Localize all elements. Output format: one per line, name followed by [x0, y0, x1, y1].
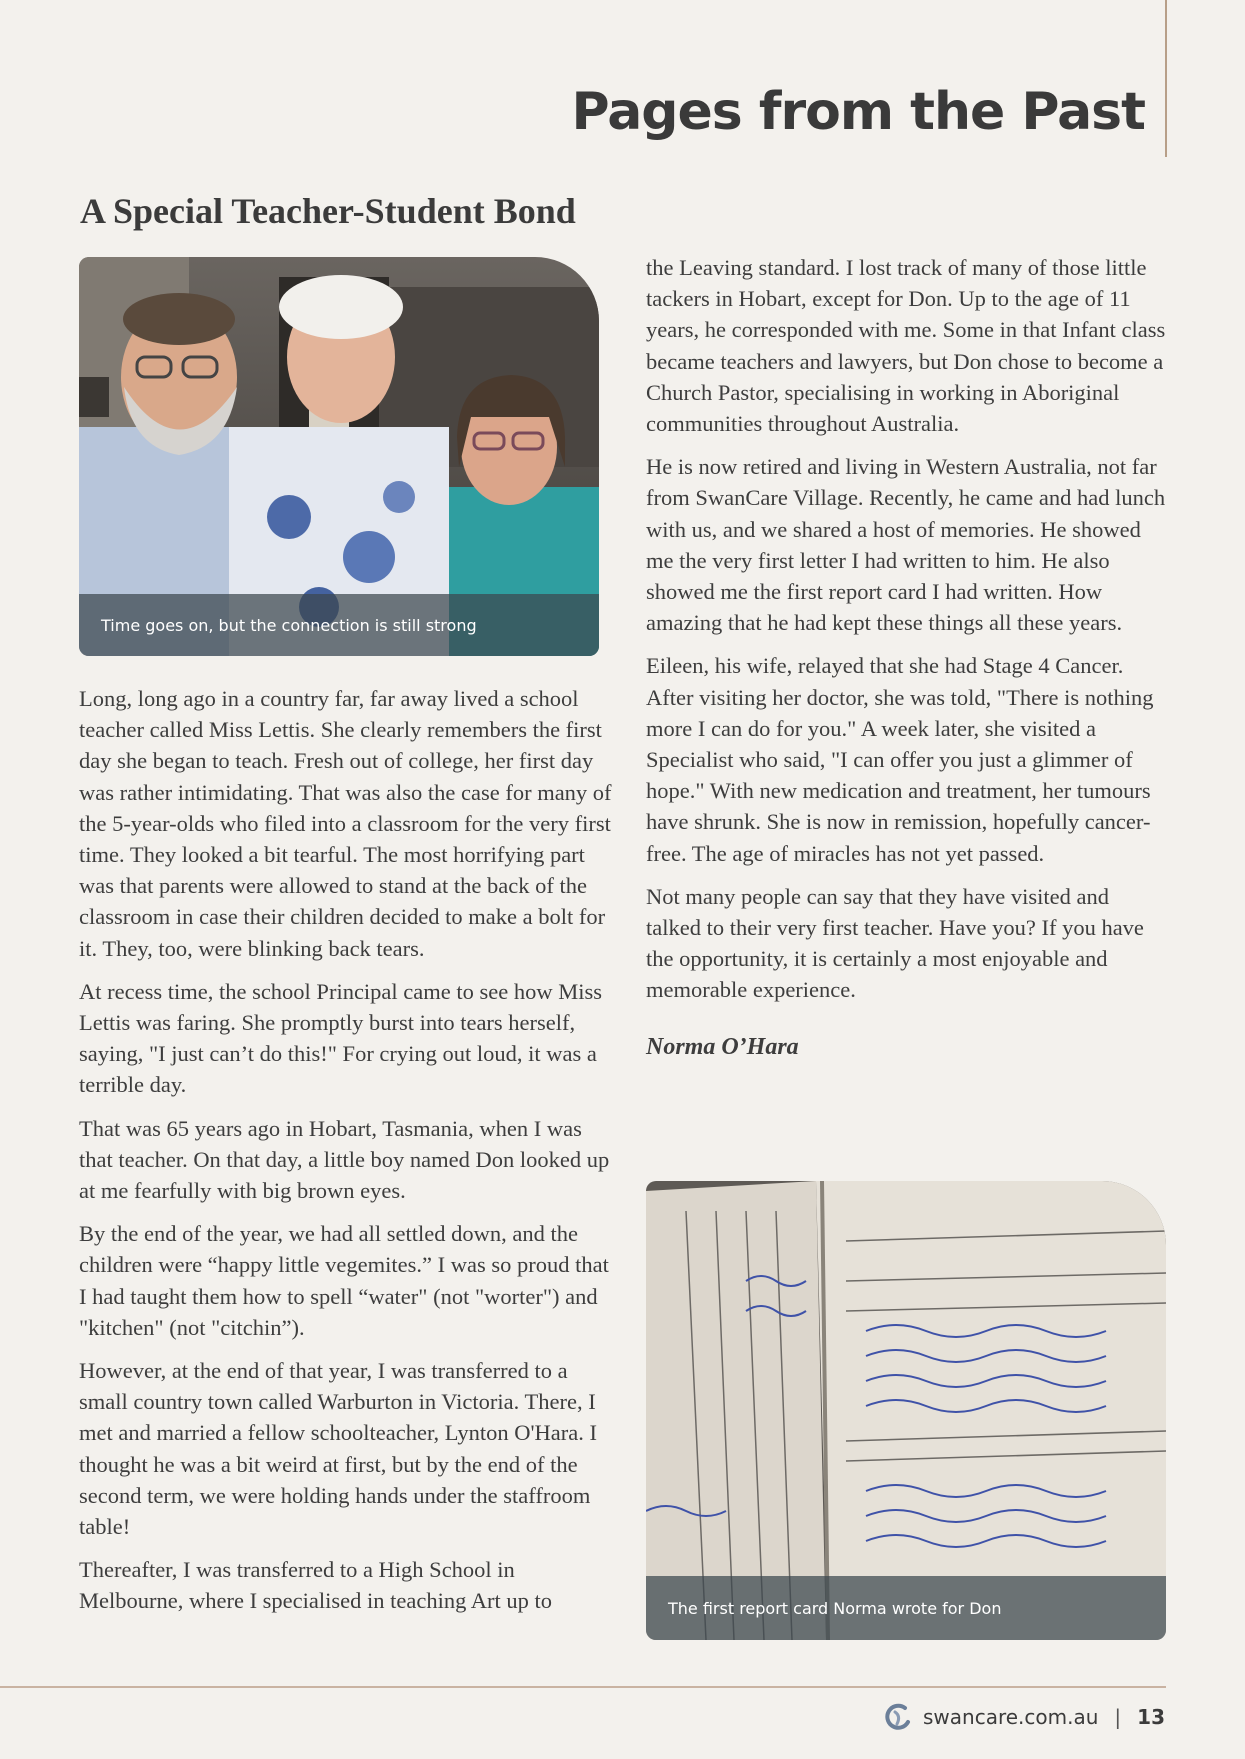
article-title: A Special Teacher-Student Bond — [80, 191, 576, 231]
paragraph: Not many people can say that they have visited and talked to their very first teacher. Have you? If you have the opportunity, it is certainly a most enjoyable and memorable experience. — [646, 883, 1144, 1003]
website-link[interactable]: swancare.com.au — [922, 1705, 1099, 1729]
header-divider — [1165, 0, 1167, 157]
paragraph: Thereafter, I was transferred to a High School in Melbourne, where I specialised in teaching Art up to — [79, 1557, 552, 1614]
footer-separator: | — [1114, 1705, 1122, 1729]
footer-divider — [0, 1686, 1166, 1688]
paragraph: At recess time, the school Principal came to see how Miss Lettis was faring. She promptly burst into tears herself, saying, "I just can’t do this!" For crying out loud, it was a terrible day. — [79, 978, 603, 1098]
swancare-logo-icon — [883, 1702, 913, 1732]
article-column-left — [79, 683, 614, 1629]
photo-teacher-and-students — [79, 257, 599, 656]
paragraph: Long, long ago in a country far, far away lived a school teacher called Miss Lettis. She clearly remembers the first day she began to teach. Fresh out of college, her first day was rather intimidating. That was also the case for many of the 5-year-olds who filed into a classroom for the very first time. They looked a bit tearful. The most horrifying part was that parents were allowed to stand at the back of the classroom in case their children decided to make a bolt for it. They, too, were blinking back tears. — [79, 686, 612, 961]
paragraph: That was 65 years ago in Hobart, Tasmania, when I was that teacher. On that day, a little boy named Don looked up at me fearfully with big brown eyes. — [79, 1115, 610, 1204]
paragraph: By the end of the year, we had all settled down, and the children were “happy little vegemites.” I was so proud that I had taught them how to spell “water" (not "worter") and "kitchen" (not "citchin”). — [79, 1221, 609, 1340]
article-column-right — [646, 252, 1166, 1075]
photo-bottom-caption: The first report card Norma wrote for Don — [646, 1576, 1166, 1640]
section-title: Pages from the Past — [571, 82, 1145, 142]
author-signoff: Norma O’Hara — [646, 1033, 799, 1060]
photo-top-caption: Time goes on, but the connection is still strong — [79, 594, 599, 656]
page-number: 13 — [1137, 1705, 1165, 1729]
paragraph: Eileen, his wife, relayed that she had Stage 4 Cancer. After visiting her doctor, she was told, "There is nothing more I can do for you." A week later, she visited a Specialist who said, "I can offer you just a glimmer of hope." With new medication and treatment, her tumours have shrunk. She is now in remission, hopefully cancer-free. The age of miracles has not yet passed. — [646, 653, 1154, 866]
photo-report-card — [646, 1181, 1166, 1640]
report-card-illustration — [646, 1181, 1166, 1640]
paragraph: He is now retired and living in Western Australia, not far from SwanCare Village. Recently, he came and had lunch with us, and we shared a host of memories. He showed me the very first letter I had written to him. He also showed me the first report card I had written. How amazing that he had kept these things all these years. — [646, 454, 1166, 636]
paragraph: the Leaving standard. I lost track of many of those little tackers in Hobart, except for Don. Up to the age of 11 years, he corresponded with me. Some in that Infant class became teachers and lawyers, but Don chose to become a Church Pastor, specialising in working in Aboriginal communities throughout Australia. — [646, 255, 1166, 437]
page-footer — [883, 1700, 1165, 1734]
paragraph: However, at the end of that year, I was transferred to a small country town called Warburton in Victoria. There, I met and married a fellow schoolteacher, Lynton O'Hara. I thought he was a bit weird at first, but by the end of the second term, we were holding hands under the staffroom table! — [79, 1358, 597, 1540]
